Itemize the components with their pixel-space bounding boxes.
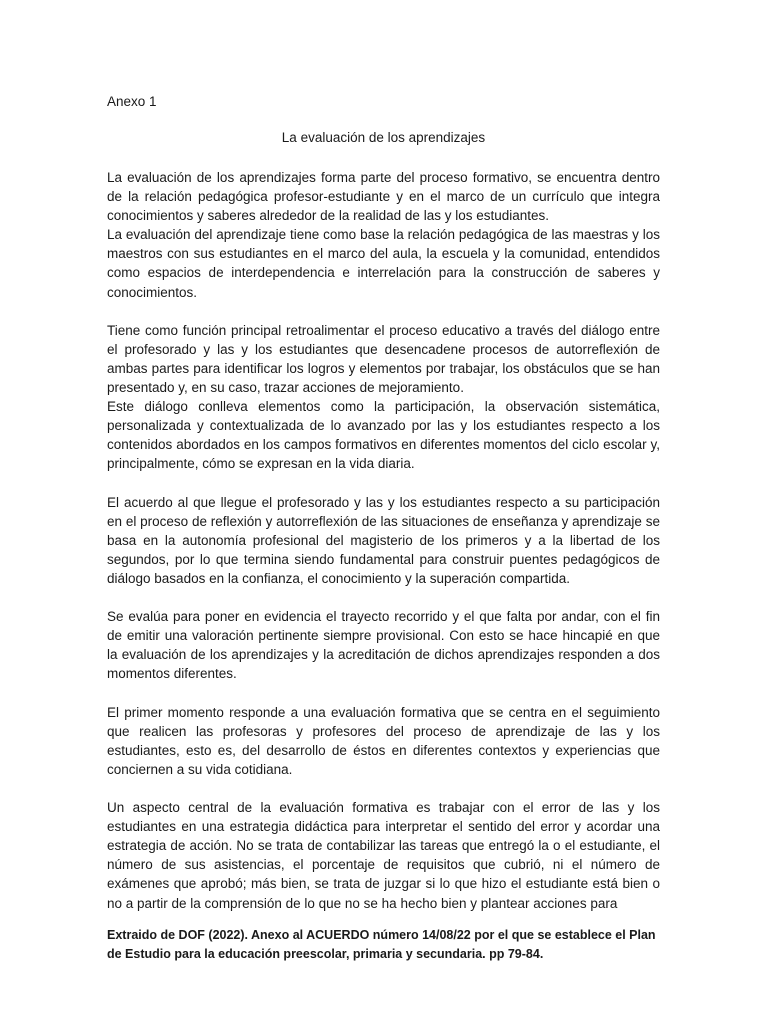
source-citation: Extraido de DOF (2022). Anexo al ACUERDO número 14/08/22 por el que se establece el Plan de Estudio para la educación preescolar, primaria y secundaria. pp 79-84.: [107, 928, 656, 961]
paragraph: Este diálogo conlleva elementos como la participación, la observación sistemática, personalizada y contextualizada de lo avanzado por las y los estudiantes respecto a los contenidos abordados en los campos formativos en diferentes momentos del ciclo escolar y, principalmente, cómo se expresan en la vida diaria.: [107, 399, 660, 472]
paragraph: Un aspecto central de la evaluación formativa es trabajar con el error de las y los estudiantes en una estrategia didáctica para interpretar el sentido del error y acordar una estrategia de acción. No se trata de contabilizar las tareas que entregó la o el estudiante, el número de sus asistencias, el porcentaje de requisitos que cubrió, ni el número de exámenes que aprobó; más bien, se trata de juzgar si lo que hizo el estudiante está bien o no a partir de la comprensión de lo que no se ha hecho bien y plantear acciones para: [107, 800, 660, 911]
paragraph: Se evalúa para poner en evidencia el trayecto recorrido y el que falta por andar, con el fin de emitir una valoración pertinente siempre provisional. Con esto se hace hincapié en que la evaluación de los aprendizajes y la acreditación de dichos aprendizajes responden a dos momentos diferentes.: [107, 609, 660, 682]
paragraph: El acuerdo al que llegue el profesorado y las y los estudiantes respecto a su participación en el proceso de reflexión y autorreflexión de las situaciones de enseñanza y aprendizaje se basa en la autonomía profesional del magisterio de los primeros y a la libertad de los segundos, por lo que termina siendo fundamental para construir puentes pedagógicos de diálogo basados en la confianza, el conocimiento y la superación compartida.: [107, 494, 660, 586]
paragraph: La evaluación del aprendizaje tiene como base la relación pedagógica de las maestras y los maestros con sus estudiantes en el marco del aula, la escuela y la comunidad, entendidos como espacios de interdependencia e interrelación para la construcción de saberes y conocimientos.: [107, 227, 660, 300]
paragraph: La evaluación de los aprendizajes forma parte del proceso formativo, se encuentra dentro de la relación pedagógica profesor-estudiante y en el marco de un currículo que integra conocimientos y saberes alrededor de la realidad de las y los estudiantes.: [107, 170, 660, 224]
paragraph: El primer momento responde a una evaluación formativa que se centra en el seguimiento que realicen las profesoras y profesores del proceso de aprendizaje de las y los estudiantes, esto es, del desarrollo de éstos en diferentes contextos y experiencias que conciernen a su vida cotidiana.: [107, 704, 660, 777]
annex-label: Anexo 1: [107, 94, 157, 109]
paragraph: Tiene como función principal retroalimentar el proceso educativo a través del diálogo entre el profesorado y las y los estudiantes que desencadene procesos de autorreflexión de ambas partes para identificar los logros y elementos por trabajar, los obstáculos que se han presentado y, en su caso, trazar acciones de mejoramiento.: [107, 322, 660, 396]
document-title: La evaluación de los aprendizajes: [281, 130, 486, 145]
document-body: [107, 168, 660, 911]
